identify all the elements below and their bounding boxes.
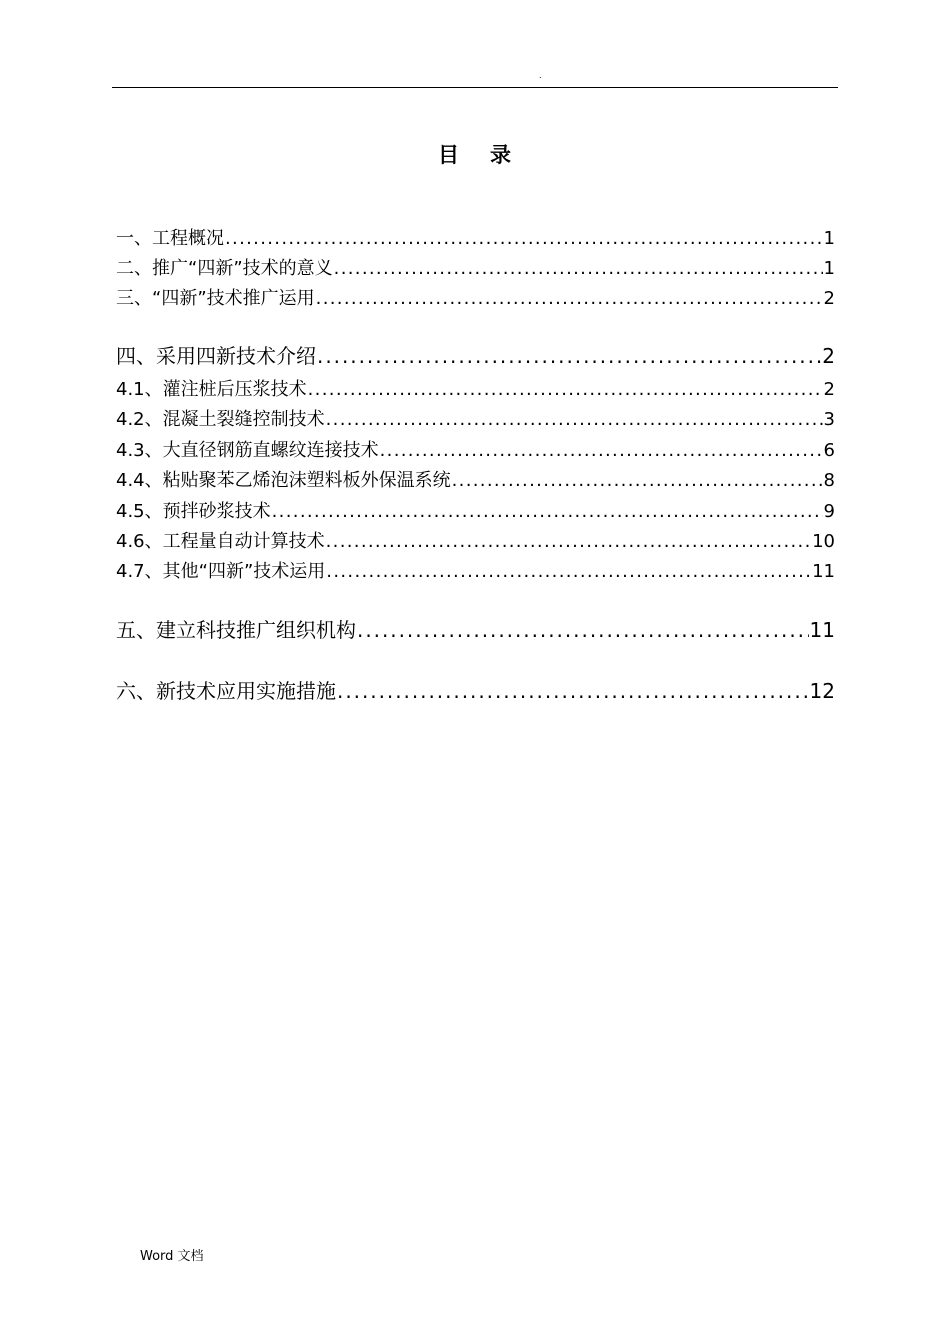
toc-entry-label: 四、采用四新技术介绍 <box>116 344 316 368</box>
toc-entry-page: 2 <box>822 344 835 368</box>
toc-leader <box>225 226 823 252</box>
header-mark: . <box>539 70 542 80</box>
toc-leader <box>334 256 823 282</box>
footer-text: Word 文档 <box>140 1249 204 1264</box>
toc-entry-label: 4.4、粘贴聚苯乙烯泡沫塑料板外保温系统 <box>116 470 451 491</box>
toc-entry-label: 4.6、工程量自动计算技术 <box>116 531 325 552</box>
toc-entry-label: 五、建立科技推广组织机构 <box>116 618 356 642</box>
toc-entry[interactable] <box>116 676 835 706</box>
toc-leader <box>326 529 811 555</box>
toc-entry-page: 2 <box>823 288 835 309</box>
toc-entry-page: 1 <box>823 258 835 279</box>
toc-entry[interactable] <box>116 256 835 282</box>
toc-entry[interactable] <box>116 559 835 585</box>
toc-leader <box>326 559 811 585</box>
toc-entry-page: 12 <box>809 679 835 703</box>
toc-entry[interactable] <box>116 341 835 371</box>
toc-entry-page: 11 <box>812 561 835 582</box>
toc-leader <box>357 615 809 645</box>
toc-entry-label: 4.1、灌注桩后压浆技术 <box>116 379 307 400</box>
toc-title <box>0 140 950 170</box>
toc-leader <box>317 341 821 371</box>
toc-title-char-2: 录 <box>490 143 512 167</box>
toc-leader <box>326 407 823 433</box>
toc-entry-label: 六、新技术应用实施措施 <box>116 679 336 703</box>
toc-entry[interactable] <box>116 529 835 555</box>
toc-entry-label: 一、工程概况 <box>116 228 224 249</box>
toc-leader <box>316 286 823 312</box>
toc-entry-page: 6 <box>823 440 835 461</box>
toc-leader <box>308 377 823 403</box>
toc-entry[interactable] <box>116 499 835 525</box>
toc-entry[interactable] <box>116 407 835 433</box>
toc-entry-label: 二、推广“四新”技术的意义 <box>116 258 333 279</box>
toc-entry[interactable] <box>116 377 835 403</box>
toc-entry-page: 1 <box>823 228 835 249</box>
toc-entry[interactable] <box>116 468 835 494</box>
toc-leader <box>380 438 823 464</box>
toc-leader <box>272 499 823 525</box>
toc-entry[interactable] <box>116 438 835 464</box>
toc-entry-page: 3 <box>823 409 835 430</box>
toc-entry-page: 11 <box>809 618 835 642</box>
toc-title-char-1: 目 <box>438 143 460 167</box>
toc-entry-label: 4.3、大直径钢筋直螺纹连接技术 <box>116 440 379 461</box>
toc-entry-label: 三、“四新”技术推广运用 <box>116 288 315 309</box>
toc-entry-label: 4.7、其他“四新”技术运用 <box>116 561 326 582</box>
toc-entry-page: 2 <box>823 379 835 400</box>
toc-leader <box>452 468 823 494</box>
header-rule <box>112 87 838 88</box>
toc-entry-page: 10 <box>812 531 835 552</box>
toc-leader <box>337 676 809 706</box>
toc-entry-label: 4.2、混凝土裂缝控制技术 <box>116 409 325 430</box>
toc-entry-label: 4.5、预拌砂浆技术 <box>116 501 271 522</box>
toc-entry-page: 9 <box>823 501 835 522</box>
toc-entry[interactable] <box>116 226 835 252</box>
toc-entry[interactable] <box>116 615 835 645</box>
toc-entry-page: 8 <box>823 470 835 491</box>
toc-entry[interactable] <box>116 286 835 312</box>
